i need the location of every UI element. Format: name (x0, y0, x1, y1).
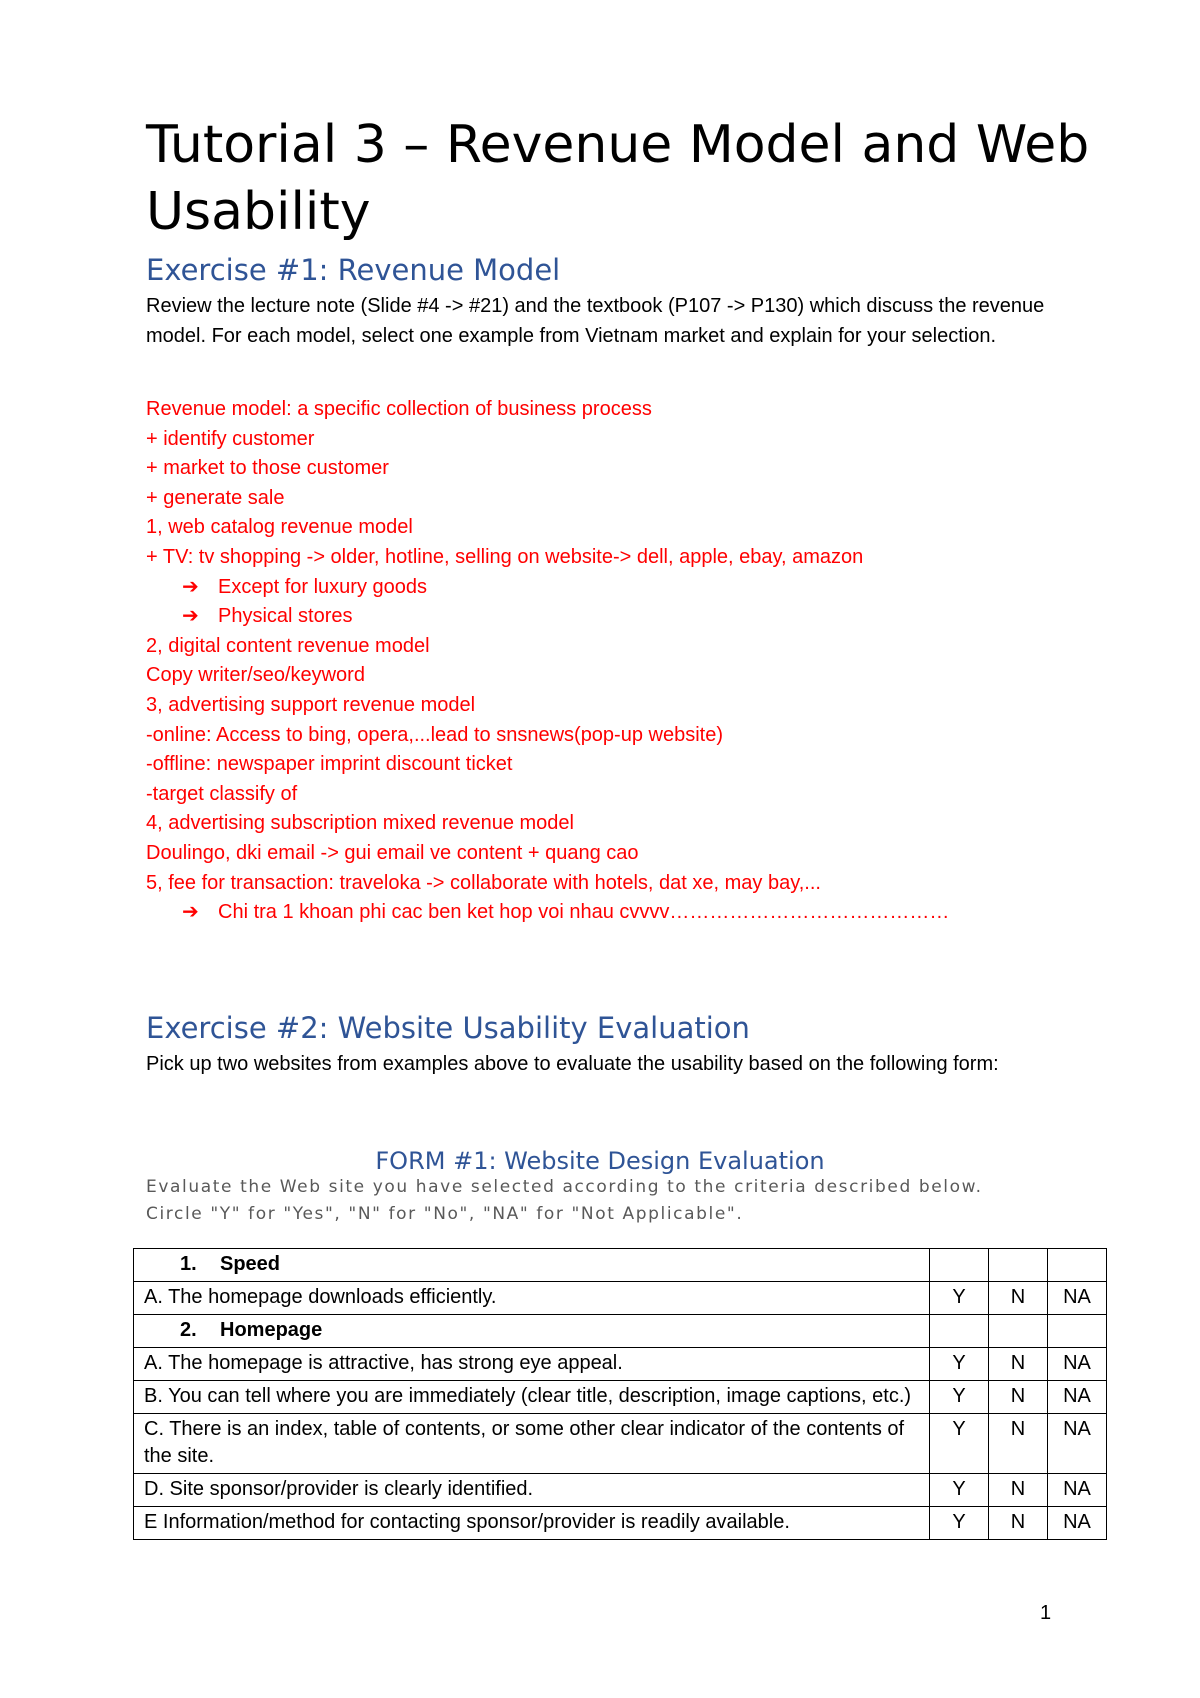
note-line (146, 425, 1106, 455)
arrow-icon: ➔ (182, 605, 199, 628)
section-heading-cell (134, 1249, 930, 1282)
section-label: Homepage (220, 1319, 323, 1341)
table-row (134, 1414, 1107, 1474)
option-na-cell[interactable]: NA (1048, 1414, 1107, 1474)
note-line (146, 484, 1106, 514)
arrow-icon: ➔ (182, 575, 199, 598)
note-line (146, 809, 1106, 839)
table-section-row (134, 1315, 1107, 1348)
option-n-cell[interactable]: N (989, 1414, 1048, 1474)
note-line (146, 632, 1106, 662)
option-n-cell[interactable]: N (989, 1282, 1048, 1315)
note-line (146, 898, 1106, 928)
option-na-cell (1048, 1249, 1107, 1282)
table-row (134, 1507, 1107, 1540)
option-na-cell[interactable]: NA (1048, 1348, 1107, 1381)
note-text: 5, fee for transaction: traveloka -> collaborate with hotels, dat xe, may bay,... (146, 871, 821, 894)
exercise-2-heading: Exercise #2: Website Usability Evaluation (146, 1011, 750, 1045)
section-number: 2. (180, 1319, 197, 1341)
arrow-icon: ➔ (182, 901, 199, 924)
note-line (146, 869, 1106, 899)
note-text: 3, advertising support revenue model (146, 693, 476, 716)
note-line (146, 691, 1106, 721)
option-y-cell[interactable]: Y (930, 1282, 989, 1315)
criterion-cell: D. Site sponsor/provider is clearly identified. (134, 1474, 930, 1507)
note-text: Copy writer/seo/keyword (146, 664, 365, 687)
revenue-model-notes (146, 395, 1106, 928)
criterion-cell: C. There is an index, table of contents, or some other clear indicator of the contents of the site. (134, 1414, 930, 1474)
form-1-instruction-line-2: Circle "Y" for "Yes", "N" for "No", "NA" for "Not Applicable". (146, 1204, 744, 1224)
option-n-cell[interactable]: N (989, 1381, 1048, 1414)
option-n-cell (989, 1315, 1048, 1348)
note-text: + TV: tv shopping -> older, hotline, selling on website-> dell, apple, ebay, amazon (146, 545, 864, 568)
section-heading-cell (134, 1315, 930, 1348)
note-text: Doulingo, dki email -> gui email ve content + quang cao (146, 841, 639, 864)
note-line (146, 395, 1106, 425)
option-na-cell[interactable]: NA (1048, 1474, 1107, 1507)
criterion-cell: A. The homepage is attractive, has strong eye appeal. (134, 1348, 930, 1381)
note-text: Revenue model: a specific collection of business process (146, 398, 652, 420)
note-line (146, 573, 1106, 603)
note-line (146, 661, 1106, 691)
note-line (146, 543, 1106, 573)
note-text: -offline: newspaper imprint discount ticket (146, 753, 513, 776)
criterion-cell: A. The homepage downloads efficiently. (134, 1282, 930, 1315)
form-1-title: FORM #1: Website Design Evaluation (375, 1147, 825, 1175)
option-n-cell (989, 1249, 1048, 1282)
evaluation-table (133, 1248, 1107, 1540)
note-line (146, 780, 1106, 810)
option-y-cell[interactable]: Y (930, 1507, 989, 1540)
note-text: Physical stores (218, 605, 353, 628)
note-text: 2, digital content revenue model (146, 634, 430, 657)
option-na-cell (1048, 1315, 1107, 1348)
document-title: Tutorial 3 – Revenue Model and Web Usability (146, 115, 1090, 242)
page-number: 1 (1040, 1602, 1052, 1624)
option-y-cell[interactable]: Y (930, 1414, 989, 1474)
table-row (134, 1381, 1107, 1414)
table-row (134, 1474, 1107, 1507)
criterion-cell: B. You can tell where you are immediately (clear title, description, image captions, etc.) (134, 1381, 930, 1414)
note-text: Except for luxury goods (218, 575, 427, 598)
table-section-row (134, 1249, 1107, 1282)
option-n-cell[interactable]: N (989, 1507, 1048, 1540)
section-label: Speed (220, 1253, 281, 1275)
option-y-cell[interactable]: Y (930, 1474, 989, 1507)
note-line (146, 839, 1106, 869)
exercise-2-instructions: Pick up two websites from examples above to evaluate the usability based on the following form: (146, 1053, 999, 1075)
note-line (146, 721, 1106, 751)
note-line (146, 513, 1106, 543)
form-1-instruction-line-1: Evaluate the Web site you have selected according to the criteria described below. (146, 1177, 983, 1197)
note-text: 1, web catalog revenue model (146, 516, 413, 539)
note-line (146, 454, 1106, 484)
option-y-cell[interactable]: Y (930, 1348, 989, 1381)
criterion-cell: E Information/method for contacting sponsor/provider is readily available. (134, 1507, 930, 1540)
option-n-cell[interactable]: N (989, 1348, 1048, 1381)
table-row (134, 1282, 1107, 1315)
option-na-cell[interactable]: NA (1048, 1381, 1107, 1414)
option-n-cell[interactable]: N (989, 1474, 1048, 1507)
exercise-1-instructions: Review the lecture note (Slide #4 -> #21) and the textbook (P107 -> P130) which discuss the revenue model. For each model, select one example from Vietnam market and explain for your selection. (146, 295, 1045, 347)
option-y-cell (930, 1315, 989, 1348)
option-na-cell[interactable]: NA (1048, 1282, 1107, 1315)
note-text: -target classify of (146, 782, 298, 805)
note-text: + identify customer (146, 427, 315, 450)
note-line (146, 602, 1106, 632)
section-number: 1. (180, 1253, 197, 1275)
note-text: 4, advertising subscription mixed revenue model (146, 812, 574, 835)
option-na-cell[interactable]: NA (1048, 1507, 1107, 1540)
exercise-1-heading: Exercise #1: Revenue Model (146, 253, 561, 287)
note-text: Chi tra 1 khoan phi cac ben ket hop voi nhau cvvvv…………………………………… (218, 901, 950, 924)
table-row (134, 1348, 1107, 1381)
note-text: + generate sale (146, 486, 285, 509)
option-y-cell[interactable]: Y (930, 1381, 989, 1414)
note-text: -online: Access to bing, opera,...lead to snsnews(pop-up website) (146, 723, 723, 746)
note-text: + market to those customer (146, 457, 389, 480)
note-line (146, 750, 1106, 780)
option-y-cell (930, 1249, 989, 1282)
